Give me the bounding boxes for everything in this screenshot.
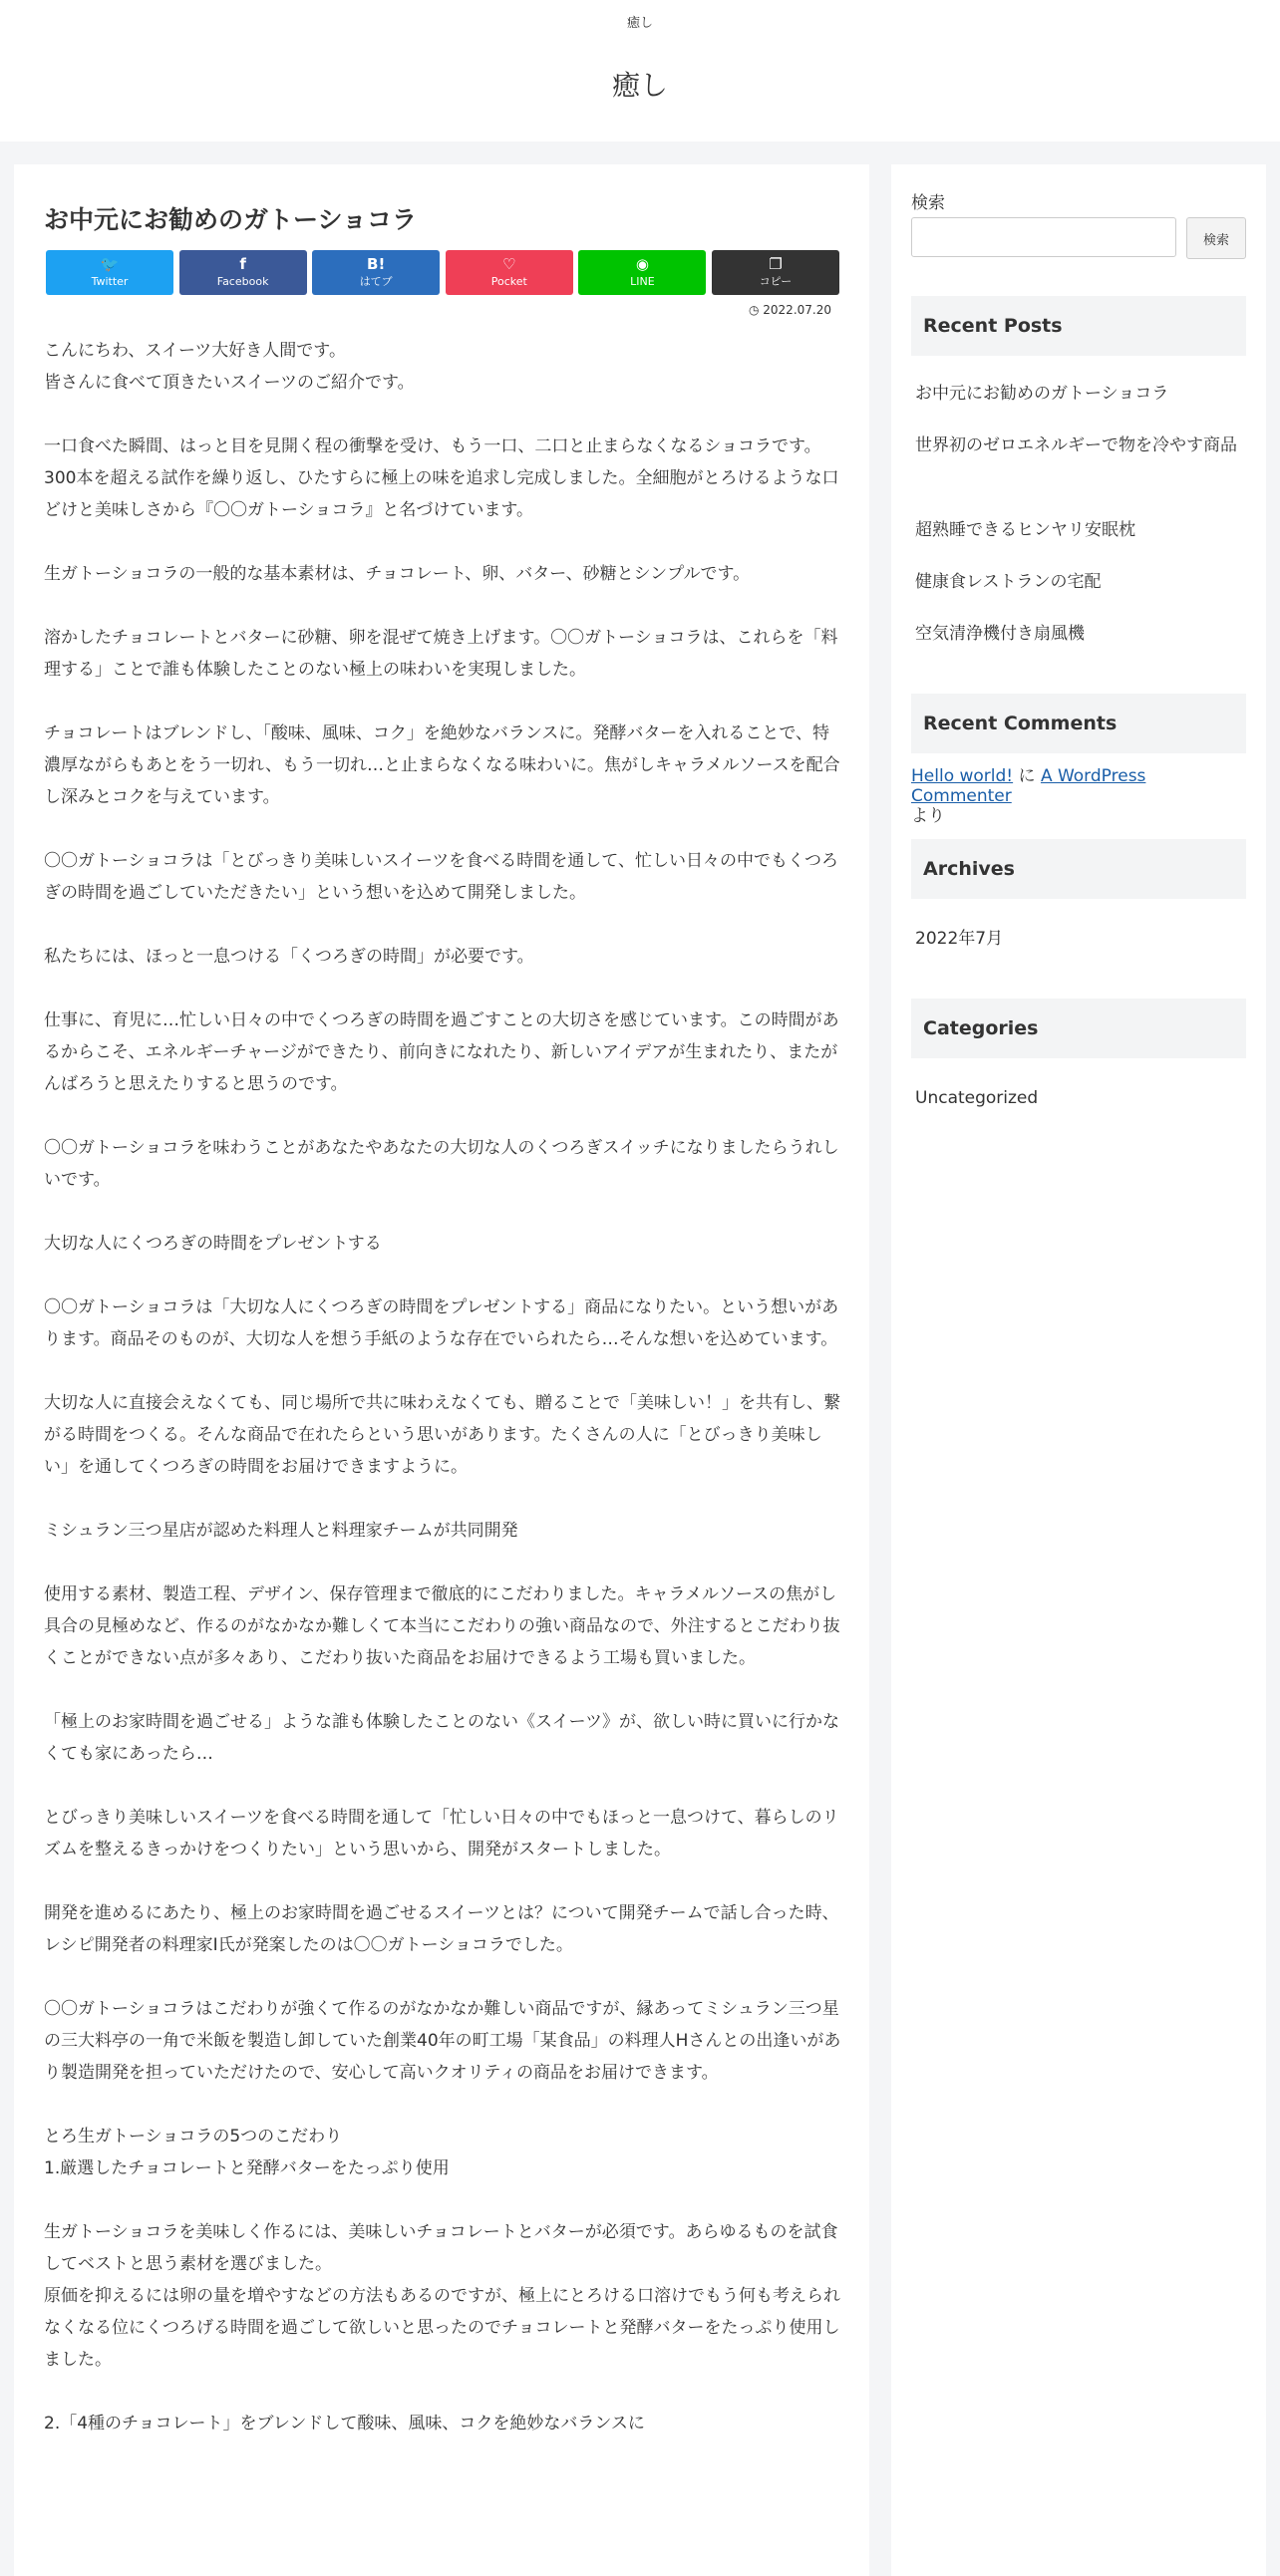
paragraph-line: 〇〇ガトーショコラはこだわりが強くて作るのがなかなか難しい商品ですが、縁あってミシュラン三つ星の三大料亭の一角で米飯を製造し卸していた創業40年の町工場「某食品」の料理人Hさんとの出逢いがあり製造開発を担っていただけたので、安心して高いクオリティの商品をお届けできます。 [44, 1999, 841, 2083]
archive-link[interactable]: 2022年7月 [915, 929, 1004, 949]
post-paragraph [44, 1897, 841, 1961]
site-title[interactable]: 癒し [611, 69, 668, 102]
post-date [749, 303, 831, 317]
post-paragraph [44, 1132, 841, 1196]
paragraph-line: とろ生ガトーショコラの5つのこだわり [44, 2127, 343, 2147]
post-paragraph [44, 1578, 841, 1674]
post-paragraph [44, 2121, 841, 2184]
post-paragraph [44, 2408, 841, 2439]
share-button-label: Pocket [490, 275, 527, 288]
post-title: お中元にお勧めのガトーショコラ [44, 205, 418, 234]
paragraph-line: とびっきり美味しいスイーツを食べる時間を通して「忙しい日々の中でもほっと一息つけて、暮らしのリズムを整えるきっかけをつくりたい」という思いから、開発がスタートしました。 [44, 1808, 839, 1860]
post-paragraph [44, 558, 841, 590]
paragraph-line: 使用する素材、製造工程、デザイン、保存管理まで徹底的にこだわりました。キャラメルソースの焦がし具合の見極めなど、作るのがなかなか難しくて本当にこだわりの強い商品なので、外注するとこだわり抜くことができない点が多々あり、こだわり抜いた商品をお届けできるよう工場も買いました。 [44, 1584, 840, 1668]
pocket-icon: ♡ [502, 255, 516, 273]
paragraph-line: 生ガトーショコラを美味しく作るには、美味しいチョコレートとバターが必須です。あらゆるものを試食してベストと思う素材を選びました。 [44, 2222, 838, 2274]
archives-title: Archives [911, 839, 1246, 899]
paragraph-line: 開発を進めるにあたり、極上のお家時間を過ごせるスイーツとは？について開発チームで話し合った時、レシピ開発者の料理家I氏が発案したのは〇〇ガトーショコラでした。 [44, 1903, 839, 1955]
paragraph-line: 生ガトーショコラの一般的な基本素材は、チョコレート、卵、バター、砂糖とシンプルです。 [44, 564, 751, 584]
post-paragraph [44, 430, 841, 526]
post-paragraph [44, 941, 841, 973]
search-input[interactable] [911, 217, 1176, 257]
paragraph-line: 2.「4種のチョコレート」をブレンドして酸味、風味、コクを絶妙なバランスに [44, 2414, 645, 2433]
post-content [44, 335, 841, 2471]
search-button[interactable]: 検索 [1186, 217, 1246, 259]
recent-post-link[interactable]: 健康食レストランの宅配 [915, 572, 1102, 592]
share-button-label: はてブ [359, 275, 393, 288]
share-button-line[interactable] [578, 250, 706, 295]
paragraph-line: 〇〇ガトーショコラは「大切な人にくつろぎの時間をプレゼントする」商品になりたい。という想いがあります。商品そのものが、大切な人を想う手紙のような存在でいられたら…そんな想いを込めています。 [44, 1297, 839, 1349]
share-button-label: コピー [759, 275, 793, 288]
post-paragraph [44, 622, 841, 686]
recent-post-link[interactable]: 空気清浄機付き扇風機 [915, 624, 1085, 644]
comment-author-link[interactable]: A WordPress Commenter [911, 766, 1146, 806]
paragraph-line: 私たちには、ほっと一息つける「くつろぎの時間」が必要です。 [44, 947, 534, 967]
recent-comment [911, 766, 1246, 826]
paragraph-line: 原価を抑えるには卵の量を増やすなどの方法もあるのですが、極上にとろける口溶けでもう何も考えられなくなる位にくつろげる時間を過ごして欲しいと思ったのでチョコレートと発酵バターをたっぷり使用しました。 [44, 2286, 840, 2370]
paragraph-line: 溶かしたチョコレートとバターに砂糖、卵を混ぜて焼き上げます。〇〇ガトーショコラは、これらを「料理する」ことで誰も体験したことのない極上の味わいを実現しました。 [44, 628, 838, 680]
site-tagline: 癒し [626, 16, 653, 31]
clock-icon: ◷ [748, 303, 760, 317]
comment-suffix: より [911, 806, 945, 826]
recent-post-link[interactable]: お中元にお勧めのガトーショコラ [915, 384, 1169, 404]
post-paragraph [44, 1004, 841, 1100]
post-date-text: 2022.07.20 [763, 303, 831, 317]
site-header [0, 0, 1280, 142]
article-main [14, 164, 869, 2576]
recent-posts-title: Recent Posts [911, 296, 1246, 356]
line-icon: ◉ [635, 255, 649, 273]
post-paragraph [44, 2216, 841, 2376]
categories-title: Categories [911, 999, 1246, 1058]
post-paragraph [44, 335, 841, 399]
facebook-f-icon: f [239, 255, 246, 273]
paragraph-line: 1.厳選したチョコレートと発酵バターをたっぷり使用 [44, 2158, 450, 2178]
paragraph-line: 大切な人に直接会えなくても、同じ場所で共に味わえなくても、贈ることで「美味しい！」を共有し、繋がる時間をつくる。そんな商品で在れたらという思いがあります。たくさんの人に「とびっきり美味しい」を通してくつろぎの時間をお届けできますように。 [44, 1393, 840, 1477]
share-button-はてブ[interactable] [312, 250, 440, 295]
hatena-bookmark-icon: B! [367, 255, 386, 273]
post-paragraph [44, 1993, 841, 2089]
share-button-twitter[interactable] [46, 250, 173, 295]
share-button-コピー[interactable] [712, 250, 839, 295]
paragraph-line: 仕事に、育児に…忙しい日々の中でくつろぎの時間を過ごすことの大切さを感じています。この時間があるからこそ、エネルギーチャージができたり、前向きになれたり、新しいアイデアが生まれたり、またがんばろうと思えたりすると思うのです。 [44, 1010, 839, 1094]
paragraph-line: 一口食べた瞬間、はっと目を見開く程の衝撃を受け、もう一口、二口と止まらなくなるショコラです。300本を超える試作を繰り返し、ひたすらに極上の味を追求し完成しました。全細胞がとろけるような口どけと美味しさから『〇〇ガトーショコラ』と名づけています。 [44, 436, 839, 520]
paragraph-line: 大切な人にくつろぎの時間をプレゼントする [44, 1234, 382, 1254]
paragraph-line: チョコレートはブレンドし、「酸味、風味、コク」を絶妙なバランスに。発酵バターを入れることで、特濃厚ながらもあとをう一切れ、もう一切れ…と止まらなくなる味わいに。焦がしキャラメルソースを配合し深みとコクを与えています。 [44, 723, 840, 807]
share-button-pocket[interactable] [446, 250, 573, 295]
paragraph-line: 「極上のお家時間を過ごせる」ような誰も体験したことのない《スイーツ》が、欲しい時に買いに行かなくても家にあったら… [44, 1712, 839, 1764]
paragraph-line: 皆さんに食べて頂きたいスイーツのご紹介です。 [44, 373, 415, 393]
post-paragraph [44, 717, 841, 813]
share-button-facebook[interactable] [179, 250, 307, 295]
post-paragraph [44, 845, 841, 909]
share-buttons [46, 250, 839, 295]
post-paragraph [44, 1228, 841, 1260]
comment-connector: に [1013, 766, 1041, 786]
post-paragraph [44, 1387, 841, 1483]
share-button-label: Facebook [216, 275, 269, 288]
comment-post-link[interactable]: Hello world! [911, 766, 1014, 786]
paragraph-line: 〇〇ガトーショコラを味わうことがあなたやあなたの大切な人のくつろぎスイッチになりましたらうれしいです。 [44, 1138, 839, 1190]
post-paragraph [44, 1291, 841, 1355]
paragraph-line: こんにちわ、スイーツ大好き人間です。 [44, 341, 346, 361]
paragraph-line: 〇〇ガトーショコラは「とびっきり美味しいスイーツを食べる時間を通して、忙しい日々の中でもくつろぎの時間を過ごしていただきたい」という想いを込めて開発しました。 [44, 851, 838, 903]
recent-comments-title: Recent Comments [911, 694, 1246, 753]
recent-post-link[interactable]: 世界初のゼロエネルギーで物を冷やす商品 [915, 435, 1237, 455]
copy-icon: ❐ [769, 255, 783, 273]
twitter-bird-icon: 🐦 [100, 255, 120, 273]
share-button-label: LINE [630, 275, 655, 288]
recent-post-link[interactable]: 超熟睡できるヒンヤリ安眠枕 [915, 520, 1135, 540]
post-paragraph [44, 1802, 841, 1865]
category-link[interactable]: Uncategorized [915, 1088, 1039, 1108]
sidebar [891, 164, 1266, 2576]
search-label: 検索 [911, 193, 945, 213]
share-button-label: Twitter [91, 275, 129, 288]
paragraph-line: ミシュラン三つ星店が認めた料理人と料理家チームが共同開発 [44, 1521, 518, 1541]
post-paragraph [44, 1515, 841, 1547]
post-paragraph [44, 1706, 841, 1770]
